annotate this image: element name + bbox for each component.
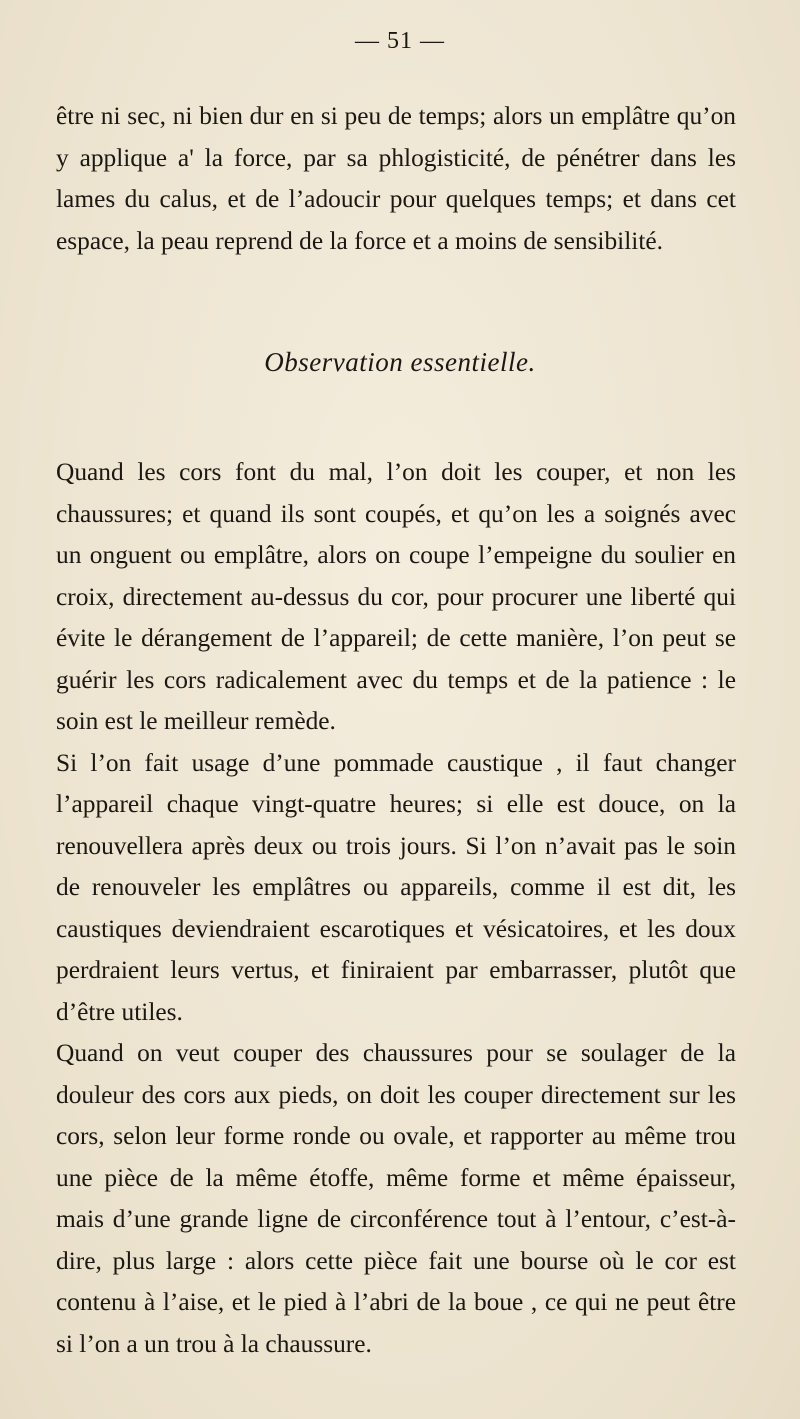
section-body [56, 452, 736, 1365]
page-number: — 51 — [355, 28, 445, 54]
section-title: Observation essentielle. [264, 347, 536, 377]
paragraph-continued: être ni sec, ni bien dur en si peu de temps; alors un emplâtre qu’on y applique a' la force, par sa phlogisticité, de pénétrer dans les lames du calus, et de l’adoucir pour quelques temps; et dans cet espace, la peau reprend de la force et a moins de sensibilité. [56, 102, 736, 255]
opening-text [56, 96, 736, 262]
paragraph-chaussures: Quand on veut couper des chaussures pour se soulager de la douleur des cors aux pieds, on doit les couper directement sur les cors, selon leur forme ronde ou ovale, et rapporter au même trou une pièce de la même étoffe, même forme et même épaisseur, mais d’une grande ligne de circonférence tout à l’entour, c’est-à-dire, plus large : alors cette pièce fait une bourse où le cor est contenu à l’aise, et le pied à l’abri de la boue , ce qui ne peut être si l’on a un trou à la chaussure. [56, 1039, 736, 1358]
paragraph-cors-couper: Quand les cors font du mal, l’on doit les couper, et non les chaussures; et quand ils sont coupés, et qu’on les a soignés avec un onguent ou emplâtre, alors on coupe l’empeigne du soulier en croix, directement au-dessus du cor, pour procurer une liberté qui évite le dérangement de l’appareil; de cette manière, l’on peut se guérir les cors radicalement avec du temps et de la patience : le soin est le meilleur remède. [56, 458, 736, 735]
paragraph-pommade: Si l’on fait usage d’une pommade caustique , il faut changer l’appareil chaque vingt-quatre heures; si elle est douce, on la renouvellera après deux ou trois jours. Si l’on n’avait pas le soin de renouveler les emplâtres ou appareils, comme il est dit, les caustiques deviendraient escarotiques et vésicatoires, et les doux perdraient leurs vertus, et finiraient par embarrasser, plutôt que d’être utiles. [56, 748, 736, 1026]
